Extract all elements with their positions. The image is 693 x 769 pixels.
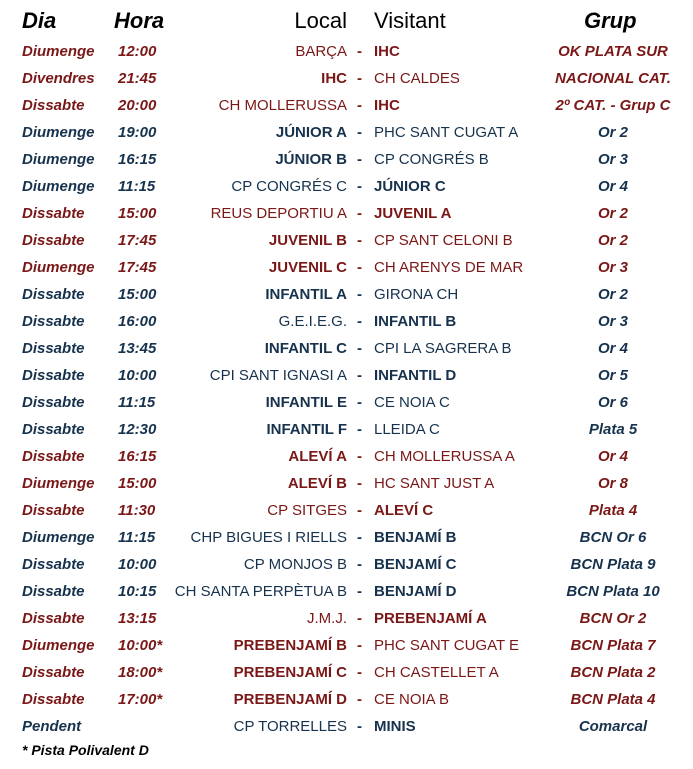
row-visitant-team: PHC SANT CUGAT A (374, 124, 519, 141)
row-hora: 16:15 (118, 448, 157, 465)
row-separator: - (357, 664, 362, 681)
row-dia: Dissabte (22, 691, 85, 708)
row-separator: - (357, 448, 362, 465)
row-grup: Or 5 (597, 367, 628, 384)
row-separator: - (357, 313, 362, 330)
row-local-team: CP CONGRÉS C (231, 178, 347, 195)
row-dia: Diumenge (22, 43, 95, 60)
row-grup: BCN Plata 7 (570, 637, 656, 654)
row-hora: 17:45 (118, 232, 157, 249)
row-grup: Comarcal (578, 718, 648, 735)
row-hora: 10:00 (118, 367, 157, 384)
row-hora: 16:00 (118, 313, 157, 330)
row-local-team: INFANTIL C (264, 340, 347, 357)
footnote: * Pista Polivalent D (22, 742, 149, 758)
row-dia: Dissabte (22, 205, 85, 222)
table-row (0, 470, 693, 497)
row-hora: 11:15 (118, 178, 156, 195)
row-dia: Dissabte (22, 286, 85, 303)
row-visitant-team: CH CALDES (374, 70, 460, 87)
row-visitant-team: CE NOIA C (374, 394, 450, 411)
table-row (0, 524, 693, 551)
row-separator: - (357, 637, 362, 654)
table-row (0, 335, 693, 362)
row-separator: - (357, 43, 362, 60)
row-visitant-team: CPI LA SAGRERA B (374, 340, 512, 357)
row-grup: Or 2 (597, 124, 628, 141)
row-visitant-team: LLEIDA C (374, 421, 440, 438)
row-separator: - (357, 718, 362, 735)
row-local-team: CPI SANT IGNASI A (209, 367, 347, 384)
table-row (0, 308, 693, 335)
row-dia: Dissabte (22, 556, 85, 573)
row-dia: Diumenge (22, 259, 95, 276)
row-local-team: ALEVÍ B (287, 475, 347, 492)
row-visitant-team: IHC (374, 97, 400, 114)
row-visitant-team: BENJAMÍ C (374, 556, 457, 573)
row-dia: Dissabte (22, 448, 85, 465)
row-dia: Diumenge (22, 178, 95, 195)
header-dia: Dia (22, 8, 57, 33)
row-separator: - (357, 286, 362, 303)
row-hora: 12:30 (118, 421, 157, 438)
row-visitant-team: JÚNIOR C (374, 178, 446, 195)
row-local-team: INFANTIL F (266, 421, 347, 438)
row-dia: Divendres (22, 70, 95, 87)
row-local-team: CH SANTA PERPÈTUA B (174, 583, 347, 600)
row-dia: Diumenge (22, 529, 95, 546)
row-grup: Or 2 (597, 286, 628, 303)
row-dia: Dissabte (22, 664, 85, 681)
row-visitant-team: BENJAMÍ D (374, 583, 457, 600)
row-hora: 10:00* (118, 637, 163, 654)
table-row (0, 551, 693, 578)
row-grup: BCN Or 2 (579, 610, 647, 627)
table-row (0, 200, 693, 227)
row-local-team: CP SITGES (267, 502, 347, 519)
row-hora: 10:15 (118, 583, 157, 600)
row-local-team: JÚNIOR B (275, 151, 347, 168)
row-hora: 13:45 (118, 340, 157, 357)
row-grup: BCN Plata 4 (570, 691, 656, 708)
row-local-team: INFANTIL A (265, 286, 347, 303)
row-grup: NACIONAL CAT. (555, 70, 671, 87)
row-dia: Pendent (22, 718, 82, 735)
table-row (0, 632, 693, 659)
row-grup: Or 6 (597, 394, 628, 411)
row-visitant-team: ALEVÍ C (374, 502, 434, 519)
row-grup: BCN Plata 10 (566, 583, 660, 600)
row-grup: Or 2 (597, 232, 628, 249)
table-row (0, 119, 693, 146)
table-row (0, 92, 693, 119)
table-row (0, 362, 693, 389)
row-grup: Or 3 (597, 259, 628, 276)
row-hora: 11:15 (118, 529, 156, 546)
row-separator: - (357, 70, 362, 87)
row-grup: BCN Plata 9 (570, 556, 656, 573)
row-hora: 16:15 (118, 151, 157, 168)
row-local-team: PREBENJAMÍ B (233, 637, 347, 654)
row-dia: Diumenge (22, 151, 95, 168)
row-grup: Plata 5 (588, 421, 638, 438)
row-visitant-team: GIRONA CH (374, 286, 459, 303)
row-grup: Or 3 (597, 313, 628, 330)
schedule-table (0, 38, 693, 740)
row-dia: Dissabte (22, 421, 85, 438)
row-separator: - (357, 502, 362, 519)
row-dia: Dissabte (22, 502, 85, 519)
row-separator: - (357, 475, 362, 492)
table-row (0, 254, 693, 281)
header-grup: Grup (584, 8, 637, 33)
table-row (0, 578, 693, 605)
row-visitant-team: JUVENIL A (374, 205, 452, 222)
row-separator: - (357, 556, 362, 573)
row-visitant-team: CH ARENYS DE MAR (374, 259, 524, 276)
row-visitant-team: CH MOLLERUSSA A (374, 448, 515, 465)
table-row (0, 173, 693, 200)
row-grup: OK PLATA SUR (558, 43, 668, 60)
row-visitant-team: BENJAMÍ B (374, 529, 457, 546)
row-grup: Or 8 (597, 475, 628, 492)
table-row (0, 659, 693, 686)
row-dia: Dissabte (22, 313, 85, 330)
row-dia: Diumenge (22, 475, 95, 492)
row-local-team: REUS DEPORTIU A (210, 205, 347, 222)
row-dia: Dissabte (22, 610, 85, 627)
table-row (0, 443, 693, 470)
row-local-team: CHP BIGUES I RIELLS (190, 529, 347, 546)
row-visitant-team: PREBENJAMÍ A (374, 610, 487, 627)
row-local-team: PREBENJAMÍ D (233, 691, 347, 708)
row-local-team: INFANTIL E (265, 394, 347, 411)
table-row (0, 713, 693, 740)
row-separator: - (357, 259, 362, 276)
row-grup: Or 4 (597, 340, 628, 357)
row-hora: 15:00 (118, 205, 157, 222)
table-row (0, 281, 693, 308)
table-row (0, 389, 693, 416)
row-dia: Dissabte (22, 367, 85, 384)
row-local-team: ALEVÍ A (288, 448, 347, 465)
row-local-team: IHC (321, 70, 347, 87)
row-separator: - (357, 232, 362, 249)
row-visitant-team: PHC SANT CUGAT E (374, 637, 520, 654)
row-dia: Diumenge (22, 637, 95, 654)
row-separator: - (357, 394, 362, 411)
row-separator: - (357, 178, 362, 195)
table-row (0, 416, 693, 443)
row-separator: - (357, 610, 362, 627)
row-hora: 18:00* (118, 664, 163, 681)
row-separator: - (357, 151, 362, 168)
row-hora: 19:00 (118, 124, 157, 141)
row-local-team: CH MOLLERUSSA (218, 97, 347, 114)
row-local-team: CP MONJOS B (243, 556, 347, 573)
table-row (0, 605, 693, 632)
row-separator: - (357, 367, 362, 384)
header-visitant: Visitant (374, 8, 446, 33)
row-visitant-team: CP CONGRÉS B (374, 151, 489, 168)
row-local-team: BARÇA (295, 43, 347, 60)
row-separator: - (357, 583, 362, 600)
row-hora: 17:00* (118, 691, 163, 708)
row-separator: - (357, 205, 362, 222)
row-visitant-team: HC SANT JUST A (374, 475, 495, 492)
row-dia: Dissabte (22, 394, 85, 411)
row-hora: 20:00 (118, 97, 157, 114)
row-local-team: JUVENIL C (268, 259, 347, 276)
row-local-team: PREBENJAMÍ C (233, 664, 347, 681)
row-local-team: CP TORRELLES (233, 718, 347, 735)
row-dia: Dissabte (22, 232, 85, 249)
row-separator: - (357, 421, 362, 438)
row-grup: 2º CAT. - Grup C (555, 97, 671, 114)
row-hora: 11:30 (118, 502, 156, 519)
row-visitant-team: IHC (374, 43, 400, 60)
row-local-team: JUVENIL B (268, 232, 347, 249)
row-grup: Plata 4 (588, 502, 638, 519)
row-dia: Dissabte (22, 583, 85, 600)
row-visitant-team: INFANTIL B (374, 313, 457, 330)
row-local-team: G.E.I.E.G. (278, 313, 347, 330)
row-grup: Or 4 (597, 448, 628, 465)
row-separator: - (357, 97, 362, 114)
table-row (0, 227, 693, 254)
row-dia: Dissabte (22, 97, 85, 114)
row-hora: 13:15 (118, 610, 157, 627)
table-row (0, 146, 693, 173)
row-grup: BCN Or 6 (579, 529, 647, 546)
row-hora: 12:00 (118, 43, 157, 60)
row-visitant-team: CH CASTELLET A (374, 664, 499, 681)
row-dia: Dissabte (22, 340, 85, 357)
row-grup: Or 3 (597, 151, 628, 168)
table-row (0, 38, 693, 65)
row-grup: Or 2 (597, 205, 628, 222)
row-hora: 11:15 (118, 394, 156, 411)
row-visitant-team: CE NOIA B (374, 691, 450, 708)
row-hora: 10:00 (118, 556, 157, 573)
row-hora: 15:00 (118, 475, 157, 492)
row-separator: - (357, 124, 362, 141)
row-visitant-team: CP SANT CELONI B (374, 232, 513, 249)
row-visitant-team: INFANTIL D (374, 367, 457, 384)
row-grup: BCN Plata 2 (570, 664, 656, 681)
row-separator: - (357, 340, 362, 357)
row-dia: Diumenge (22, 124, 95, 141)
row-hora: 15:00 (118, 286, 157, 303)
table-row (0, 686, 693, 713)
row-hora: 17:45 (118, 259, 157, 276)
row-separator: - (357, 529, 362, 546)
table-row (0, 65, 693, 92)
row-hora: 21:45 (118, 70, 157, 87)
row-visitant-team: MINIS (374, 718, 416, 735)
row-local-team: J.M.J. (307, 610, 347, 627)
row-separator: - (357, 691, 362, 708)
table-row (0, 497, 693, 524)
header-hora: Hora (114, 8, 165, 33)
header-local: Local (294, 8, 347, 33)
row-local-team: JÚNIOR A (275, 124, 347, 141)
row-grup: Or 4 (597, 178, 628, 195)
